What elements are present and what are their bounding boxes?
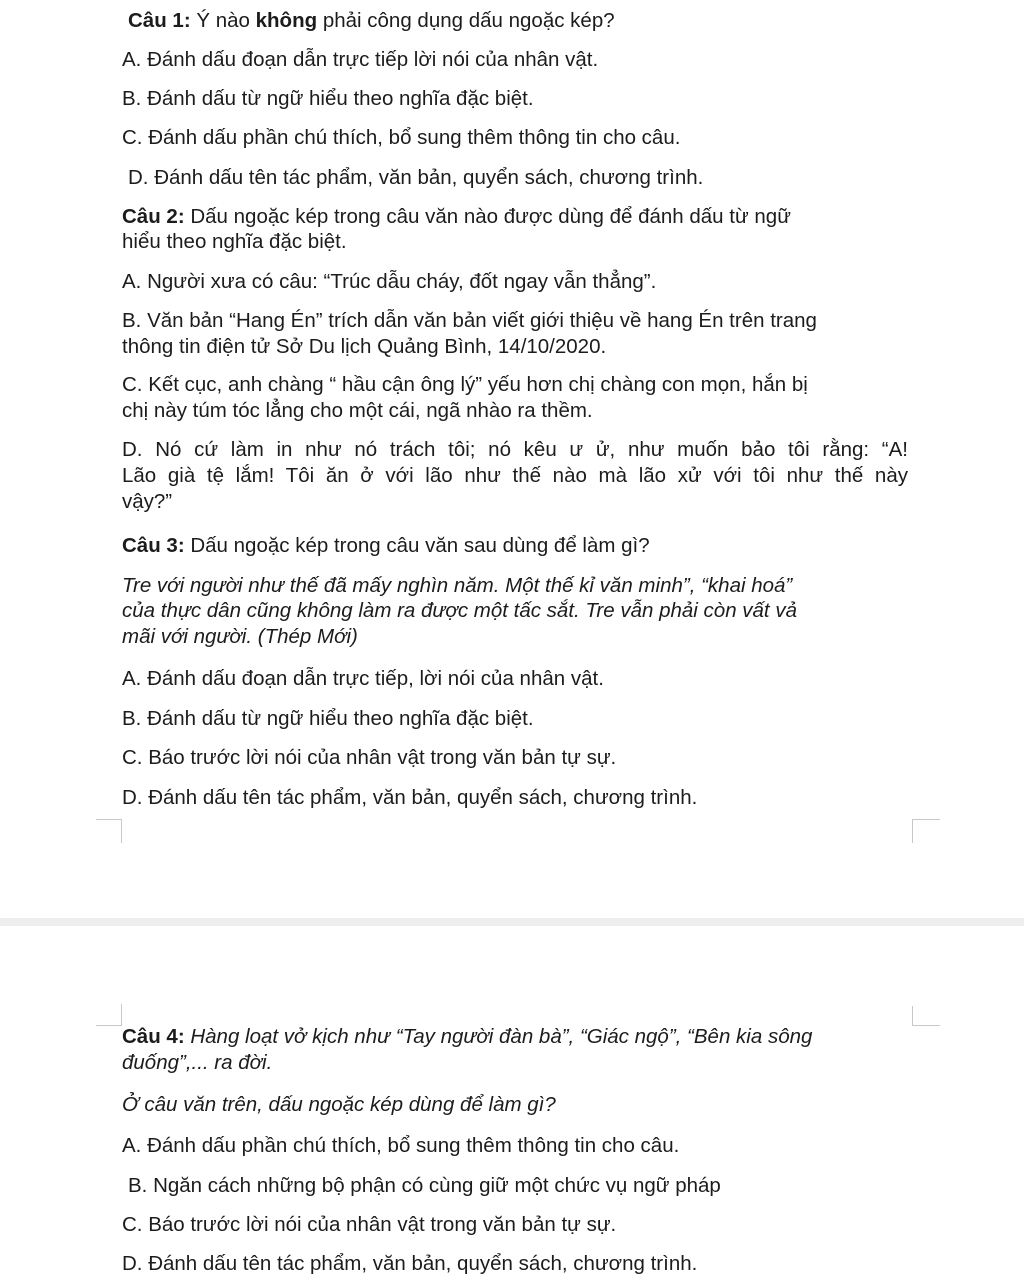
q3-quote-line2: của thực dân cũng không làm ra được một tấc sắt. Tre vẫn phải còn vất vả <box>122 599 797 622</box>
q2-option-c-line1: C. Kết cục, anh chàng “ hầu cận ông lý” yếu hơn chị chàng con mọn, hắn bị <box>122 373 808 396</box>
page-break <box>0 918 1024 926</box>
question-1-emphasis: không <box>255 9 318 32</box>
question-4-text-line2: đuống”,... ra đời. <box>122 1051 273 1074</box>
q1-option-c: C. Đánh dấu phần chú thích, bổ sung thêm thông tin cho câu. <box>122 126 681 149</box>
margin-mark-top-right-v <box>912 1006 913 1026</box>
question-1-text-post: phải công dụng dấu ngoặc kép? <box>317 9 615 32</box>
question-3 <box>122 533 650 559</box>
q2-option-a: A. Người xưa có câu: “Trúc dẫu cháy, đốt ngay vẫn thẳng”. <box>122 270 657 293</box>
question-1-label: Câu 1: <box>128 9 191 32</box>
margin-mark-top-right-h <box>912 1025 940 1026</box>
question-4-prompt: Ở câu văn trên, dấu ngoặc kép dùng để làm gì? <box>122 1093 556 1116</box>
q4-option-c: C. Báo trước lời nói của nhân vật trong văn bản tự sự. <box>122 1213 617 1236</box>
margin-mark-bottom-right-v <box>912 819 913 843</box>
question-1-text-pre: Ý nào <box>190 9 256 32</box>
question-4-label: Câu 4: <box>122 1025 185 1048</box>
q4-option-d: D. Đánh dấu tên tác phẩm, văn bản, quyển sách, chương trình. <box>122 1252 698 1275</box>
q2-option-b-line1: B. Văn bản “Hang Én” trích dẫn văn bản viết giới thiệu về hang Én trên trang <box>122 309 817 332</box>
q1-option-d: D. Đánh dấu tên tác phẩm, văn bản, quyển sách, chương trình. <box>128 166 704 189</box>
q3-option-d: D. Đánh dấu tên tác phẩm, văn bản, quyển sách, chương trình. <box>122 786 698 809</box>
q1-option-a: A. Đánh dấu đoạn dẫn trực tiếp lời nói của nhân vật. <box>122 48 599 71</box>
q2-option-d-line3: vậy?” <box>122 490 173 513</box>
q1-option-b: B. Đánh dấu từ ngữ hiểu theo nghĩa đặc biệt. <box>122 87 534 110</box>
question-2-label: Câu 2: <box>122 205 185 228</box>
margin-mark-bottom-left-h <box>96 819 122 820</box>
question-4 <box>122 1024 812 1050</box>
margin-mark-top-left-v <box>121 1004 122 1026</box>
margin-mark-bottom-left-v <box>121 819 122 843</box>
question-3-label: Câu 3: <box>122 534 185 557</box>
margin-mark-top-left-h <box>96 1025 122 1026</box>
margin-mark-bottom-right-h <box>912 819 940 820</box>
question-3-text: Dấu ngoặc kép trong câu văn sau dùng để làm gì? <box>184 534 650 557</box>
q3-option-a: A. Đánh dấu đoạn dẫn trực tiếp, lời nói của nhân vật. <box>122 667 604 690</box>
q2-option-d-line1: D. Nó cứ làm in như nó trách tôi; nó kêu ư ử, như muốn bảo tôi rằng: “A! <box>122 438 908 461</box>
q2-option-c-line2: chị này túm tóc lẳng cho một cái, ngã nhào ra thềm. <box>122 399 593 422</box>
q3-option-c: C. Báo trước lời nói của nhân vật trong văn bản tự sự. <box>122 746 617 769</box>
q4-option-b: B. Ngăn cách những bộ phận có cùng giữ một chức vụ ngữ pháp <box>128 1174 721 1197</box>
question-4-text-line1: Hàng loạt vở kịch như “Tay người đàn bà”, “Giác ngộ”, “Bên kia sông <box>184 1025 813 1048</box>
question-1 <box>128 8 615 34</box>
question-2 <box>122 204 791 230</box>
q3-option-b: B. Đánh dấu từ ngữ hiểu theo nghĩa đặc biệt. <box>122 707 534 730</box>
q3-quote-line3: mãi với người. (Thép Mới) <box>122 625 358 648</box>
q4-option-a: A. Đánh dấu phần chú thích, bổ sung thêm thông tin cho câu. <box>122 1134 680 1157</box>
question-2-text-line1: Dấu ngoặc kép trong câu văn nào được dùng để đánh dấu từ ngữ <box>184 205 791 228</box>
q3-quote-line1: Tre với người như thế đã mấy nghìn năm. Một thế kỉ văn minh”, “khai hoá” <box>122 574 793 597</box>
q2-option-b-line2: thông tin điện tử Sở Du lịch Quảng Bình, 14/10/2020. <box>122 335 607 358</box>
question-2-text-line2: hiểu theo nghĩa đặc biệt. <box>122 230 347 253</box>
q2-option-d-line2: Lão già tệ lắm! Tôi ăn ở với lão như thế nào mà lão xử với tôi như thế này <box>122 464 908 487</box>
document-page-2 <box>0 926 1024 1280</box>
